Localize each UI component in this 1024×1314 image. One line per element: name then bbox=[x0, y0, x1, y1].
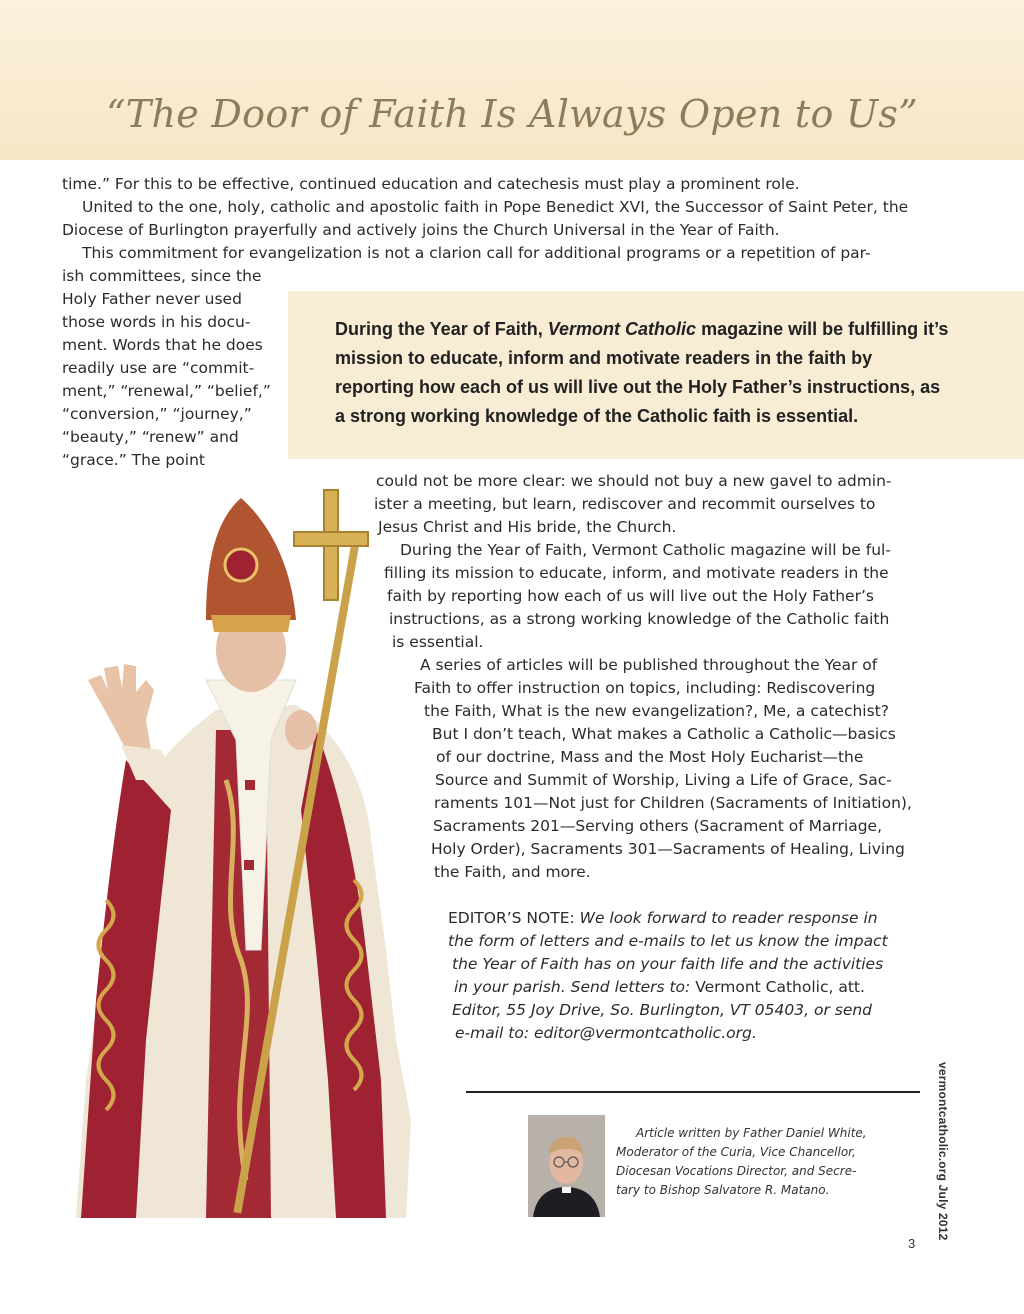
body-line: “beauty,” “renew” and bbox=[62, 428, 239, 446]
body-line: the Faith, What is the new evangelization?, Me, a catechist? bbox=[424, 702, 889, 720]
page-number: 3 bbox=[908, 1236, 916, 1251]
credit-line: tary to Bishop Salvatore R. Matano. bbox=[616, 1183, 830, 1197]
editors-note-line: e-mail to: editor@vermontcatholic.org. bbox=[455, 1024, 757, 1042]
credit-line: Article written by Father Daniel White, bbox=[636, 1126, 867, 1140]
body-line: faith by reporting how each of us will live out the Holy Father’s bbox=[387, 587, 874, 605]
body-line: the Faith, and more. bbox=[434, 863, 591, 881]
editors-note-label: EDITOR’S NOTE: bbox=[448, 909, 580, 927]
header-band bbox=[0, 0, 1024, 160]
body-line: A series of articles will be published throughout the Year of bbox=[420, 656, 878, 674]
body-line: “conversion,” “journey,” bbox=[62, 405, 252, 423]
body-top-text bbox=[62, 173, 908, 265]
divider-rule bbox=[466, 1091, 920, 1093]
left-column-text bbox=[62, 265, 271, 472]
right-column-text bbox=[0, 470, 912, 884]
body-line: raments 101—Not just for Children (Sacraments of Initiation), bbox=[434, 794, 912, 812]
body-line: Holy Order), Sacraments 301—Sacraments of Healing, Living bbox=[431, 840, 905, 858]
body-line: Source and Summit of Worship, Living a Life of Grace, Sac- bbox=[435, 771, 892, 789]
body-line: time.” For this to be effective, continued education and catechesis must play a prominent role. bbox=[62, 175, 800, 193]
body-line: Holy Father never used bbox=[62, 290, 242, 308]
editors-note bbox=[0, 907, 888, 1045]
pullquote-after: magazine will be fulfilling it’s mission to educate, inform and motivate readers in the faith by reporting how each of us will live out the Holy Father’s instructions, as a strong working knowledge of the Catholic faith is essential. bbox=[335, 319, 949, 426]
body-line: instructions, as a strong working knowledge of the Catholic faith bbox=[389, 610, 890, 628]
body-line: “grace.” The point bbox=[62, 451, 205, 469]
footer-side-text: vermontcatholic.org July 2012 bbox=[936, 1062, 950, 1241]
editors-note-line: in your parish. Send letters to: Vermont Catholic, att. bbox=[454, 978, 865, 996]
editors-note-line: the Year of Faith has on your faith life and the activities bbox=[452, 955, 884, 973]
body-line: filling its mission to educate, inform, and motivate readers in the bbox=[384, 564, 889, 582]
body-line: During the Year of Faith, Vermont Catholic magazine will be ful- bbox=[400, 541, 891, 559]
credit-line: Moderator of the Curia, Vice Chancellor, bbox=[616, 1145, 856, 1159]
pullquote-publication: Vermont Catholic bbox=[547, 319, 697, 339]
author-credit bbox=[616, 1124, 867, 1200]
credit-line: Diocesan Vocations Director, and Secre- bbox=[616, 1164, 857, 1178]
pullquote-text bbox=[335, 315, 955, 431]
body-line: is essential. bbox=[392, 633, 484, 651]
body-line: ment. Words that he does bbox=[62, 336, 263, 354]
body-line: Faith to offer instruction on topics, including: Rediscovering bbox=[414, 679, 876, 697]
body-line: This commitment for evangelization is not a clarion call for additional programs or a repetition of par- bbox=[82, 244, 871, 262]
editors-note-line: Editor, 55 Joy Drive, So. Burlington, VT 05403, or send bbox=[452, 1001, 873, 1019]
body-line: of our doctrine, Mass and the Most Holy Eucharist—the bbox=[436, 748, 864, 766]
editors-note-line: the form of letters and e-mails to let us know the impact bbox=[448, 932, 888, 950]
author-photo bbox=[528, 1115, 605, 1217]
body-line: Sacraments 201—Serving others (Sacrament of Marriage, bbox=[433, 817, 883, 835]
body-line: ish committees, since the bbox=[62, 267, 262, 285]
body-line: ment,” “renewal,” “belief,” bbox=[62, 382, 271, 400]
body-line: readily use are “commit- bbox=[62, 359, 255, 377]
editors-note-text: We look forward to reader response in bbox=[579, 909, 878, 927]
body-line: ister a meeting, but learn, rediscover and recommit ourselves to bbox=[374, 495, 876, 513]
body-line: could not be more clear: we should not buy a new gavel to admin- bbox=[376, 472, 892, 490]
page-title: “The Door of Faith Is Always Open to Us” bbox=[106, 92, 918, 136]
body-line: United to the one, holy, catholic and apostolic faith in Pope Benedict XVI, the Successor of Saint Peter, the bbox=[82, 198, 909, 216]
pullquote-before: During the Year of Faith, bbox=[335, 319, 548, 339]
body-line: those words in his docu- bbox=[62, 313, 251, 331]
body-line: Diocese of Burlington prayerfully and actively joins the Church Universal in the Year of Faith. bbox=[62, 221, 780, 239]
editors-note-line bbox=[0, 907, 888, 930]
body-line: Jesus Christ and His bride, the Church. bbox=[378, 518, 677, 536]
body-line: But I don’t teach, What makes a Catholic a Catholic—basics bbox=[432, 725, 896, 743]
